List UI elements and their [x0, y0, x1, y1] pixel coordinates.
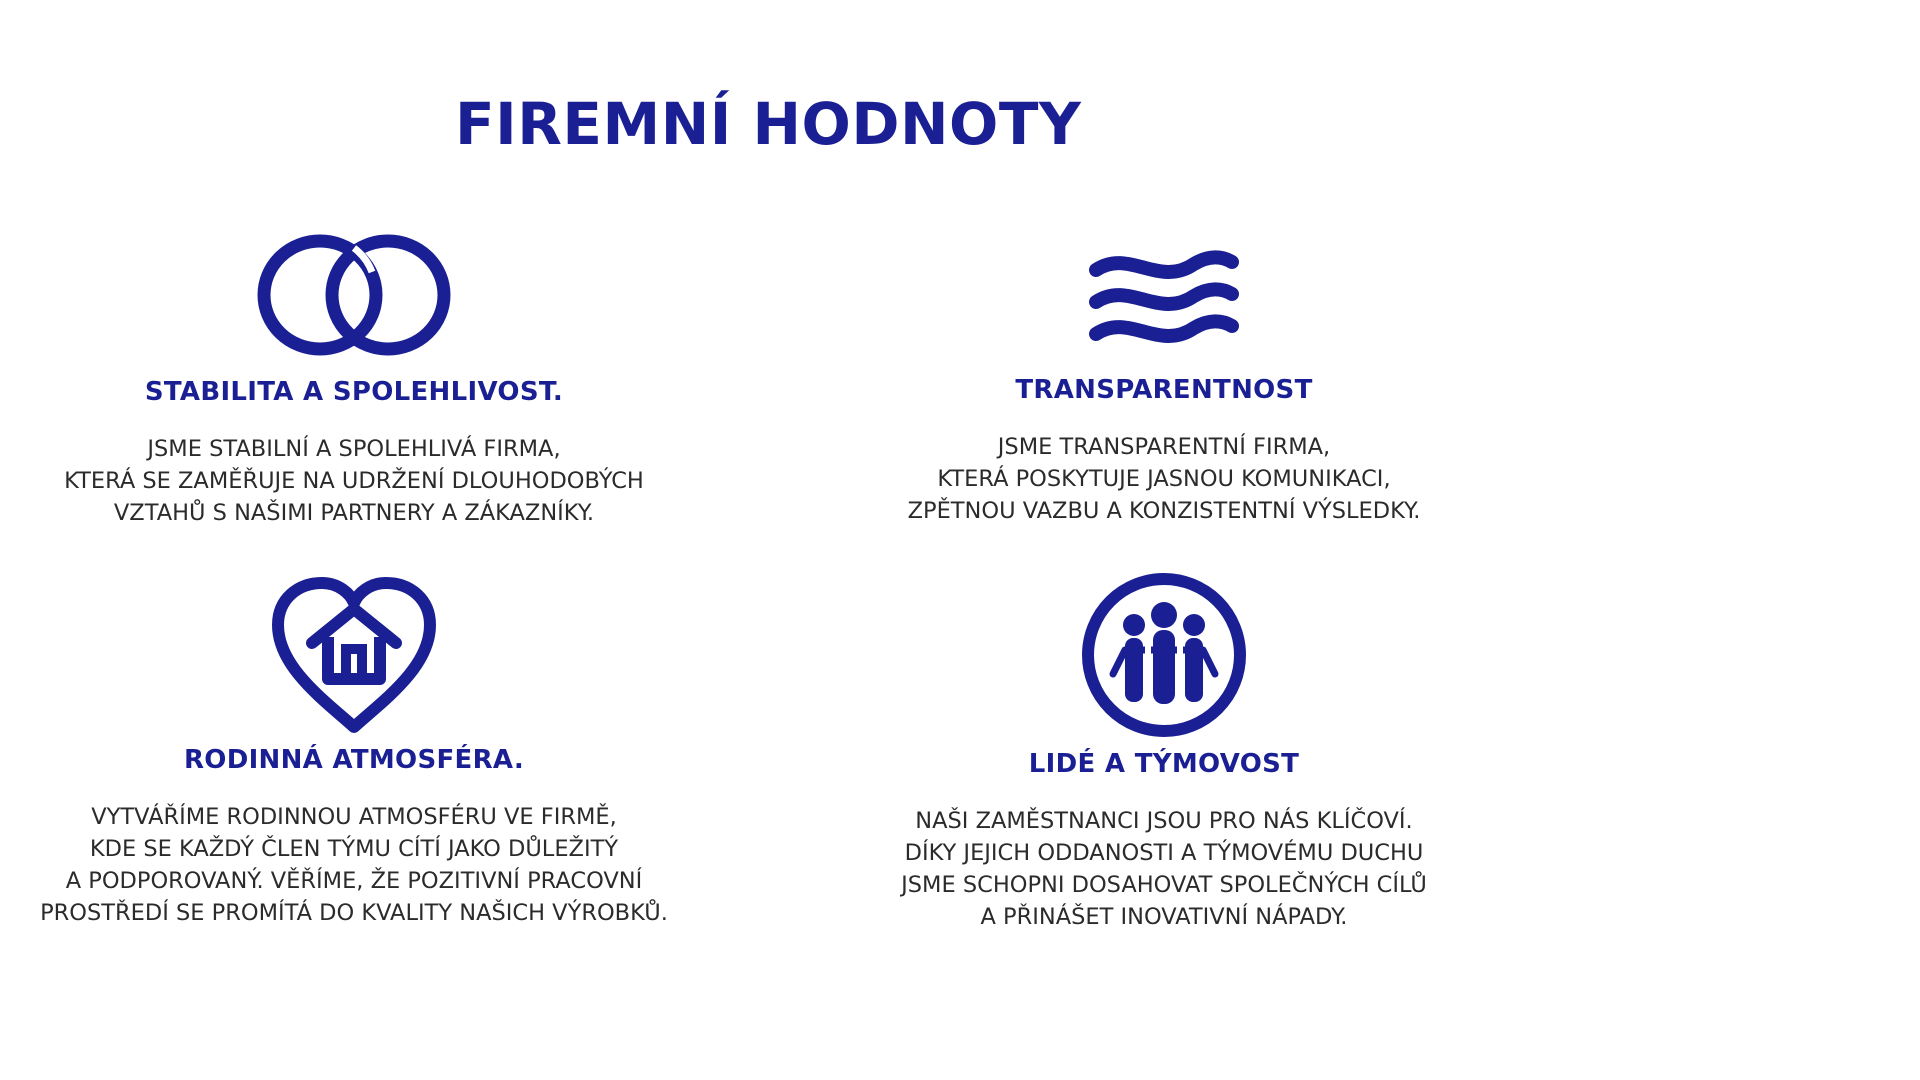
rings-icon — [0, 225, 714, 365]
value-heading: LIDÉ A TÝMOVOST — [1028, 749, 1300, 779]
value-card-stability — [0, 225, 714, 529]
value-description-line: NAŠI ZAMĚSTNANCI JSOU PRO NÁS KLÍČOVÍ. — [915, 808, 1413, 834]
value-description — [804, 431, 1524, 527]
value-description-line: JSME STABILNÍ A SPOLEHLIVÁ FIRMA, — [147, 436, 561, 462]
value-description-line: JSME SCHOPNI DOSAHOVAT SPOLEČNÝCH CÍLŮ — [901, 872, 1427, 898]
team-people-icon — [804, 585, 1524, 725]
value-description — [804, 805, 1524, 933]
waves-icon — [804, 225, 1524, 365]
value-description-line: A PODPOROVANÝ. VĚŘÍME, ŽE POZITIVNÍ PRACOVNÍ — [65, 868, 643, 894]
value-description-line: KTERÁ SE ZAMĚŘUJE NA UDRŽENÍ DLOUHODOBÝCH — [64, 468, 644, 494]
value-description — [0, 433, 714, 529]
value-description-line: KDE SE KAŽDÝ ČLEN TÝMU CÍTÍ JAKO DŮLEŽITÝ — [89, 836, 619, 862]
value-description-line: PROSTŘEDÍ SE PROMÍTÁ DO KVALITY NAŠICH VÝROBKŮ. — [40, 900, 668, 926]
heart-house-icon — [0, 585, 714, 725]
value-description-line: DÍKY JEJICH ODDANOSTI A TÝMOVÉMU DUCHU — [904, 840, 1424, 866]
value-card-family — [0, 585, 714, 929]
value-description-line: VYTVÁŘÍME RODINNOU ATMOSFÉRU VE FIRMĚ, — [91, 804, 617, 830]
value-heading: RODINNÁ ATMOSFÉRA. — [183, 745, 525, 775]
value-heading: TRANSPARENTNOST — [1015, 375, 1313, 405]
value-description-line: KTERÁ POSKYTUJE JASNOU KOMUNIKACI, — [937, 466, 1391, 492]
page-title: FIREMNÍ HODNOTY — [455, 90, 1082, 158]
value-card-transparency — [804, 225, 1524, 527]
value-card-team — [804, 585, 1524, 933]
value-description-line: VZTAHŮ S NAŠIMI PARTNERY A ZÁKAZNÍKY. — [113, 500, 595, 526]
value-description-line: ZPĚTNOU VAZBU A KONZISTENTNÍ VÝSLEDKY. — [907, 498, 1421, 524]
value-description-line: A PŘINÁŠET INOVATIVNÍ NÁPADY. — [980, 904, 1348, 930]
value-description — [0, 801, 714, 929]
value-heading: STABILITA A SPOLEHLIVOST. — [144, 377, 564, 407]
value-description-line: JSME TRANSPARENTNÍ FIRMA, — [997, 434, 1331, 460]
